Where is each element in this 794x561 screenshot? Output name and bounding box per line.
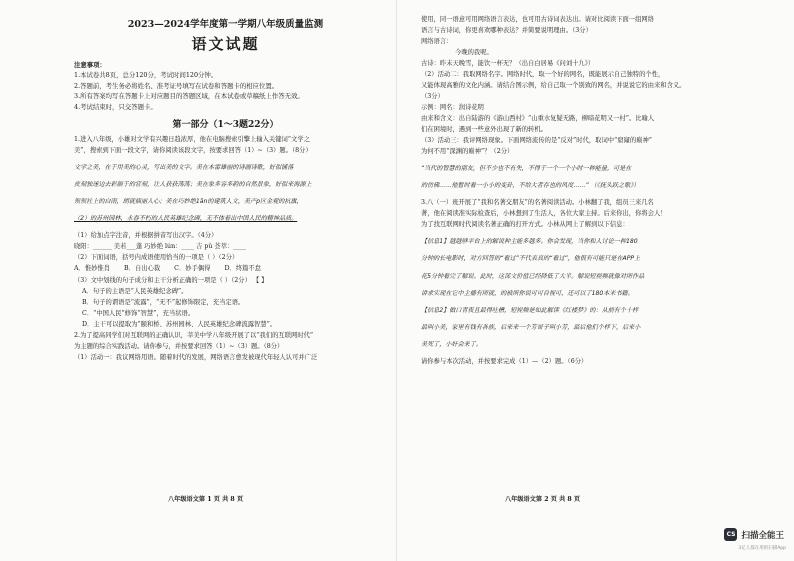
text-line: 由来和含义：出自陆游的《游山西村》“山重水复疑无路，柳暗花明又一村”。比喻人 <box>421 115 655 122</box>
passage-line: 领领社上的白雨，朗就插丽人心；美在巧妙绝1ān的建筑人文，美产p区金观的抗旗， <box>74 198 303 206</box>
page-footer: 八年级语文第 2 页 共 8 页 <box>505 496 581 503</box>
text-line: 为了找互联网时代阅读名著正确的打开方式。小林从网上了解到以下信息： <box>421 221 629 229</box>
q2-intro: 为主题的综合实践活动。请你参与，并按要求回答（1）~（3）题。（8分） <box>74 343 284 351</box>
info-1-line: 分钟的长电影时，对方回答的“看过”不代表真的“看过”，他很有可能只是在APP上 <box>421 255 641 263</box>
camscanner-logo-icon: CS <box>724 528 737 541</box>
note-item: 4.考试结束时，只交答题卡。 <box>74 102 157 111</box>
text-line: 请你参与本次活动，并按要求完成（1）—（2）题。（6分） <box>421 358 588 366</box>
q2-intro: 2.为了提高同学们对互联网的正确认识，莘美中学八年级开展了以“我们的互联网时代” <box>74 332 314 340</box>
q1-2-option: B．自出心裁 <box>124 265 161 273</box>
exam-subject-title: 语文试题 <box>191 35 260 53</box>
info-2-line: 最叫小美，家里有钱有各族，后来来一个芳哥子叫小芳，最后他们个样下，后来小 <box>421 323 641 331</box>
q1-2-option: C．妙手偶得 <box>174 265 211 273</box>
text-line: （3分） <box>421 93 444 100</box>
q1-1-fill-line: 晓阳：______ 美若___蓬 巧妙绝 lún：____ 吉 pǔ 荟萃：____ <box>74 243 246 251</box>
q1-intro: 美”，搜索到下面一段文字，请你阅读该段文字，按要求回答（1）~（3）题。（8分） <box>74 147 312 154</box>
q1-3-option: B．句子的谓语是“流露”，“无不”起修饰限定，充当定语。 <box>82 299 245 307</box>
notes-heading: 注意事项： <box>74 61 106 69</box>
q1-2-prompt: （2）下面词语，括号内成语使用恰当的一项是（ ）（2分） <box>74 254 239 262</box>
exam-year-title: 2023—2024学年度第一学期八年级质量监测 <box>127 19 324 30</box>
scanner-tagline: 3亿人都在用的扫描App <box>738 546 786 551</box>
q1-2-option: D．终篇不怠 <box>224 265 262 273</box>
q1-3-option: C．“中国人民”修饰“智慧”，充当状语。 <box>82 310 195 318</box>
text-line: 3.八（一）班开展了“我和名著交朋友”的名著阅读活动。小林翻了我，组员三来几名 <box>421 199 654 207</box>
text-line: 使用，同一语意可用网络语言表达，也可用古诗词表达出。请对比阅读下面一组网络 <box>421 16 654 23</box>
q1-1-prompt: （1）给加点字注音，并根据拼音写出汉字。（4分） <box>74 232 218 240</box>
part-title: 第一部分（1～3题22分） <box>172 120 279 130</box>
text-line: 语言与古诗词，你更喜欢哪种表达？并简要说明理由。（3分） <box>421 27 592 34</box>
q1-2-options <box>74 263 377 275</box>
text-line: （3）活动三：我评网络现象。下面网络流传的是“反对”时代，取词中“窟窿的巅神” <box>421 137 652 144</box>
text-line: 古诗：昨未天晚雪，能饮一杯无？（出自白居易《问刘十九》） <box>421 60 595 67</box>
text-line: 网络语言： <box>421 38 453 45</box>
info-2-line: 【信息2】做口青夜且最得吐槽，短视频是如此解读《红楼梦》的：从前有个十样 <box>421 306 639 314</box>
q1-3-option: D．主干可以提取为“颐和桥、苏州园林、人民英雄纪念碑流露智慧”。 <box>82 321 277 329</box>
text-line: 示例：网名：润诗花明 <box>421 104 484 111</box>
page-footer: 八年级语文第 1 页 共 8 页 <box>168 496 244 503</box>
q1-2-option: A．惟妙惟肖 <box>74 265 111 273</box>
text-line: 为何不用“深渊的巅神”？（2分） <box>421 148 514 155</box>
q1-3-text: （3）文中划线的句子成分和主干分析正确的一项是（ ）（2分） <box>74 277 251 285</box>
info-1-line: 【信息1】越越够平台上的解说种主能多越多。你会发现，当你和人讨论一种180 <box>421 238 638 246</box>
q1-3-option: A．句子的主语是“人民英雄纪念碑”。 <box>82 288 188 296</box>
quote-line: 的仿佛……他暂时看一小小的变卦，不给大者存也的风度……” （《抚头跃之歌》） <box>421 182 640 190</box>
info-1-line: 讲求实现在它中主播有所就，的被所你说可可自视可，还可以了180本米书籍。 <box>421 289 634 297</box>
quote-line: “当代的智慧的朋友，但不少也不有失，不得于一个一个小时一种能量，可是在 <box>421 165 632 173</box>
text-line: 又能体现高雅的文化内涵。请结合图示例，给自己取一个别致的网名，并说说它的由来和含义。 <box>421 82 686 89</box>
passage-line: 文学之美，在于用美的心灵，写出美的文字。美在本雷雄丽的诗画诗歌，好似铺落 <box>74 164 294 172</box>
scanner-app-name: 扫描全能王 <box>741 530 784 541</box>
passage-line: 皮刻独迷边去彩颜于的官刻，让人获获荡荡；美在象多容多韵的自然景象，好似来海源上 <box>74 181 312 189</box>
note-item: 1.本试卷共8页，总分120分，考试时间120分钟。 <box>74 71 218 79</box>
note-item: 2.答题前，考生务必将姓名、准考证号填写在试卷和答题卡的相应位置。 <box>74 81 279 90</box>
q1-intro: 1.进入八年级，小雄对文学有兴趣日趋浓厚，他在电脑搜索引擎上输入关键词“文学之 <box>74 136 310 143</box>
scanner-watermark <box>724 528 784 541</box>
text-line: （2）活动二：我取网络名字。网络时代，取一个好的网名，既能展示自己独特的个性， <box>421 71 665 78</box>
note-item: 3.所有答案均写在答题卡上对应题目的答题区域，在本试卷或草稿纸上作答无效。 <box>74 92 304 100</box>
q2-activity-1: （1）活动一：我议网络用语。随着时代的发展，网络语言愈发被现代年轻人认可并广泛 <box>74 354 318 362</box>
info-2-line: 美死了，小奸会来了。 <box>421 340 482 348</box>
answer-bracket: 【 】 <box>252 277 268 285</box>
text-line: 们在困境时，遇到一些意外出现了新的转机。 <box>421 126 547 133</box>
info-1-line: 花5分钟看完了解说。此时，这部文价值已经降低了大半。解说短视频就像对所作品 <box>421 272 645 280</box>
passage-underlined-line: （2）的苏州园林，永春不朽的人民英雄纪念碑，无不体着出中国人民的精神品质。 <box>74 215 298 223</box>
exam-page-right <box>397 0 794 561</box>
q1-3-prompt <box>74 275 377 286</box>
text-line: 著，他在阅读准实际检查后，小林想到了生活人，各位大家主持。后来你出，你将会人！ <box>421 210 667 218</box>
text-line: 今晚的我呢。 <box>421 49 493 56</box>
